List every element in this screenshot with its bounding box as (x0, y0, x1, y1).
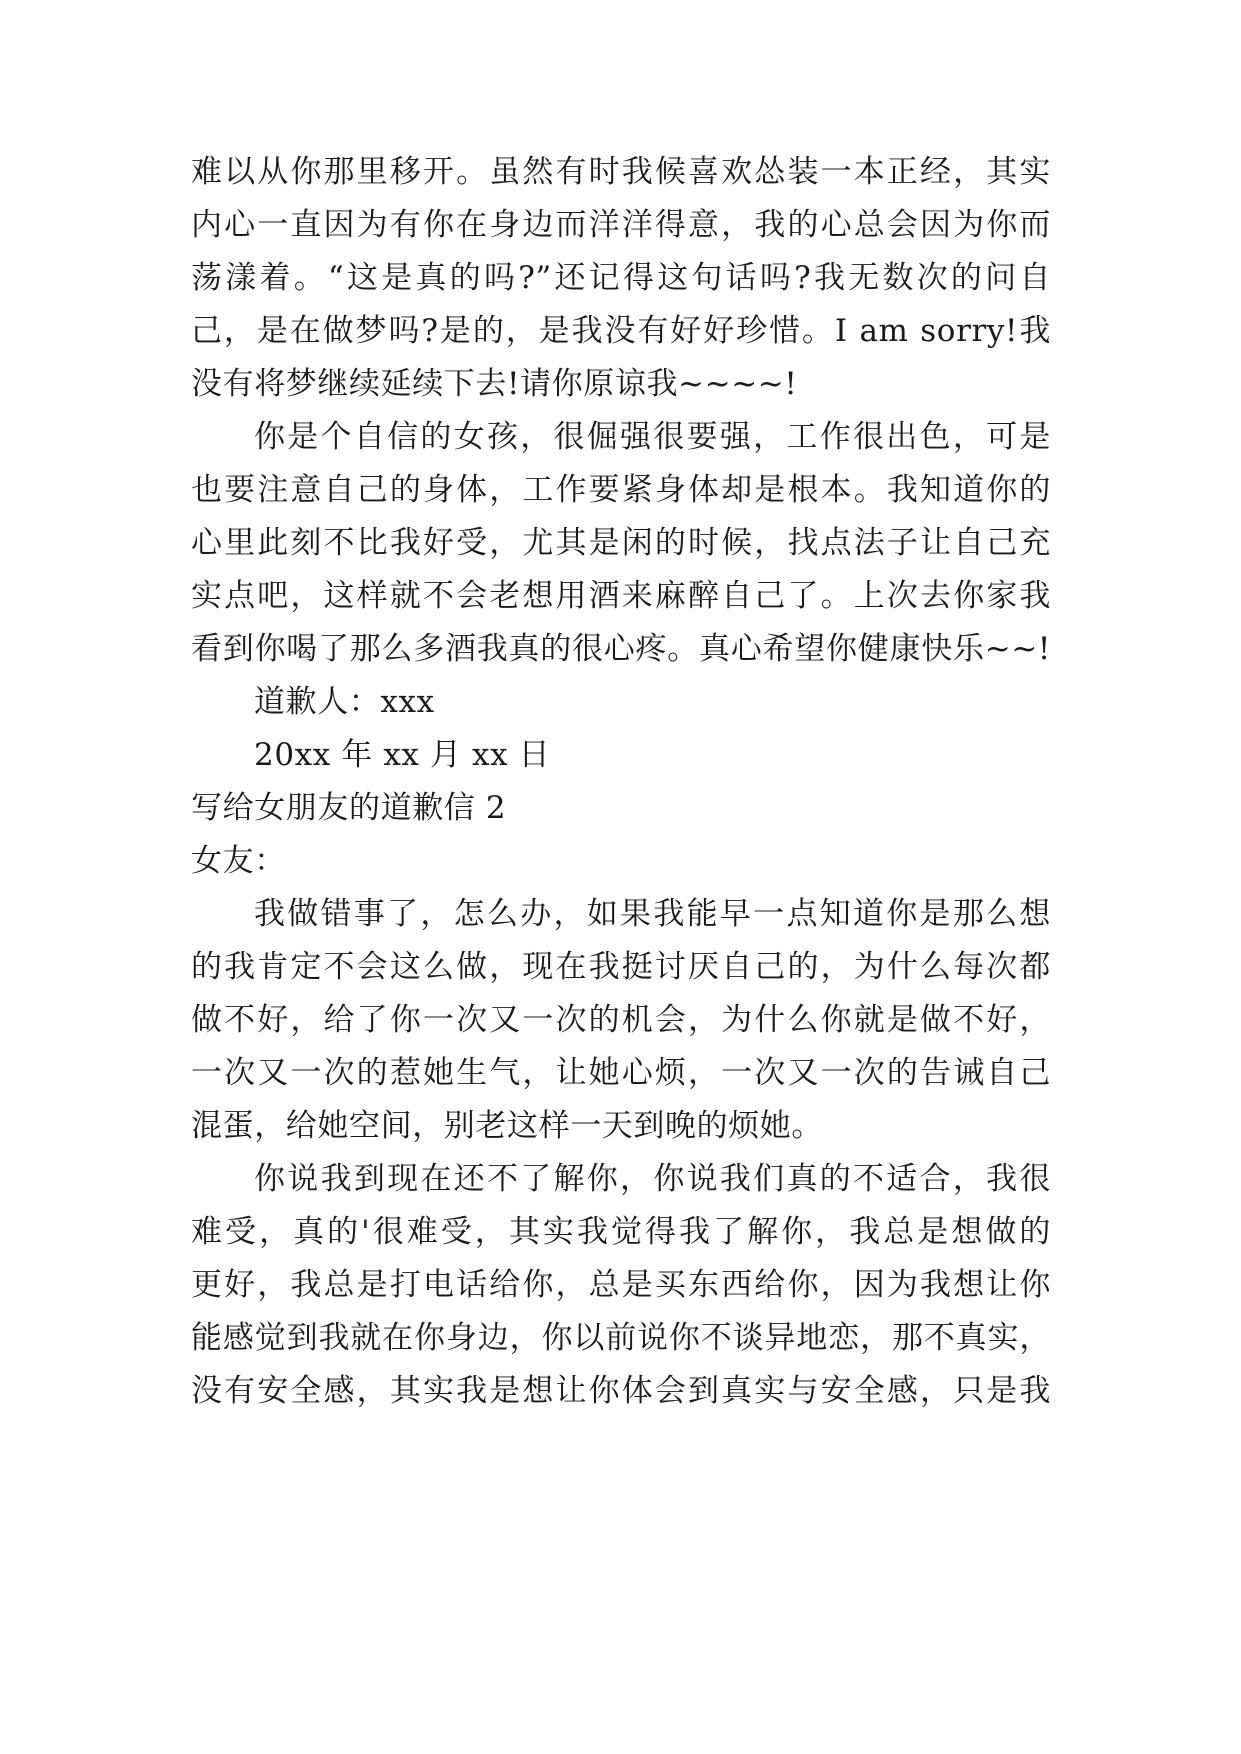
salutation: 女友： (191, 843, 286, 879)
text-line: 实点吧，这样就不会老想用酒来麻醉自己了。上次去你家我 (191, 578, 1051, 614)
text-line: 一次又一次的惹她生气，让她心烦，一次又一次的告诫自己 (191, 1055, 1051, 1091)
text-line: 混蛋，给她空间，别老这样一天到晚的烦她。 (191, 1108, 823, 1144)
text-line: 难受，真的'很难受，其实我觉得我了解你，我总是想做的 (191, 1214, 1051, 1250)
paragraph-first-line: 你说我到现在还不了解你，你说我们真的不适合，我很 (254, 1161, 1051, 1197)
paragraph-first-line: 你是个自信的女孩，很倔强很要强，工作很出色，可是 (254, 419, 1051, 455)
text-line: 没有安全感，其实我是想让你体会到真实与安全感，只是我 (191, 1373, 1051, 1409)
text-line: 做不好，给了你一次又一次的机会，为什么你就是做不好， (191, 1002, 1051, 1038)
paragraph-first-line: 我做错事了，怎么办，如果我能早一点知道你是那么想 (254, 896, 1051, 932)
text-line: 难以从你那里移开。虽然有时我候喜欢怂装一本正经，其实 (191, 154, 1051, 190)
text-line: 更好，我总是打电话给你，总是买东西给你，因为我想让你 (191, 1267, 1051, 1303)
text-line: 没有将梦继续延续下去!请你原谅我~~~~! (191, 366, 798, 402)
text-line: 内心一直因为有你在身边而洋洋得意，我的心总会因为你而 (191, 207, 1051, 243)
text-line: 看到你喝了那么多酒我真的很心疼。真心希望你健康快乐~~! (191, 631, 1051, 667)
text-line: 能感觉到我就在你身边，你以前说你不谈异地恋，那不真实， (191, 1320, 1051, 1356)
text-line: 的我肯定不会这么做，现在我挺讨厌自己的，为什么每次都 (191, 949, 1051, 985)
text-line: 也要注意自己的身体，工作要紧身体却是根本。我知道你的 (191, 472, 1051, 508)
signature-line: 道歉人：xxx (254, 684, 435, 720)
text-line: 心里此刻不比我好受，尤其是闲的时候，找点法子让自己充 (191, 525, 1051, 561)
date-line: 20xx 年 xx 月 xx 日 (254, 737, 551, 773)
section-title: 写给女朋友的道歉信 2 (191, 790, 507, 826)
text-line: 己，是在做梦吗?是的，是我没有好好珍惜。I am sorry!我 (191, 313, 1051, 349)
text-line: 荡漾着。“这是真的吗?”还记得这句话吗?我无数次的问自 (191, 260, 1051, 296)
